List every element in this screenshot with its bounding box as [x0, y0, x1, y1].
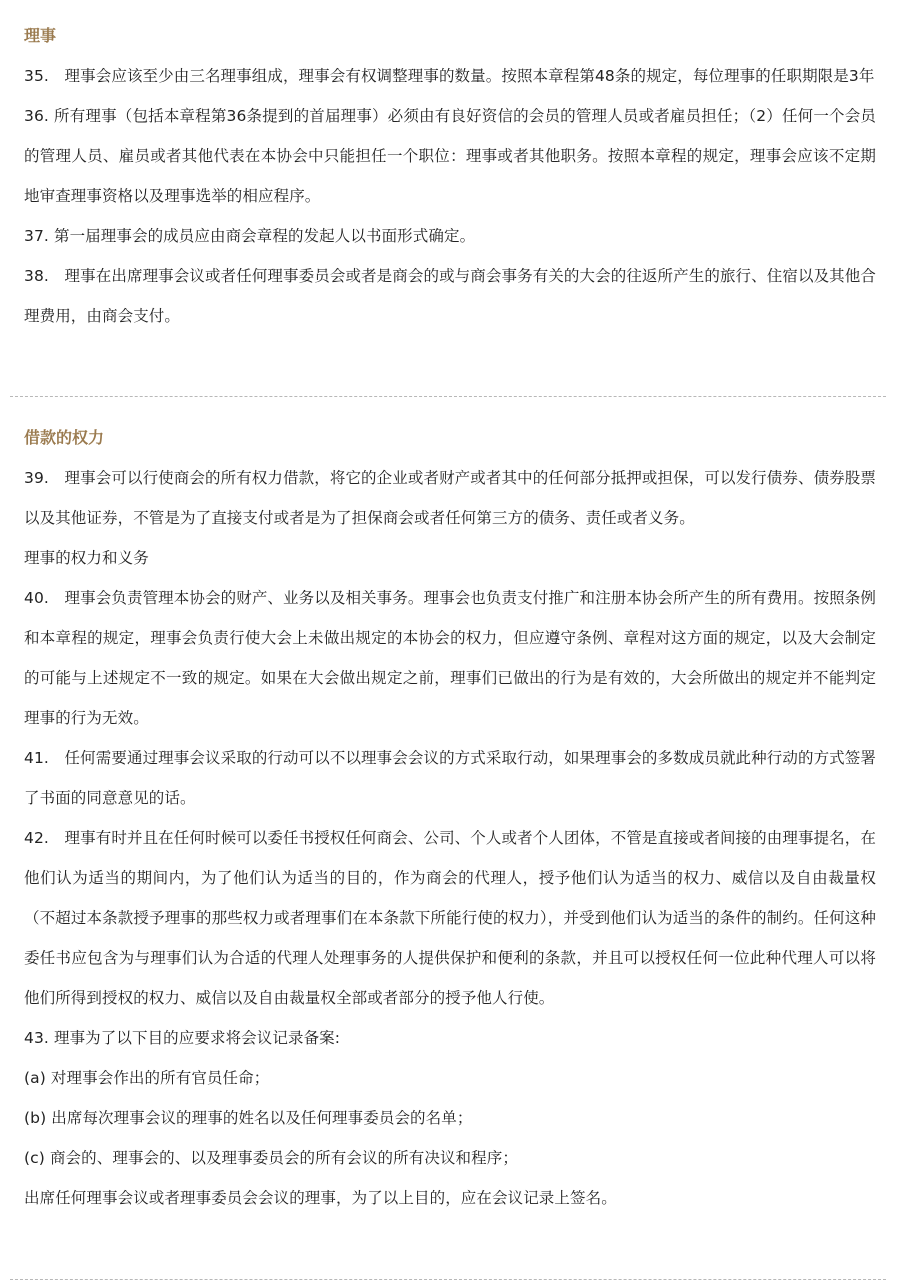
section-heading: 理事: [24, 26, 57, 45]
section-heading: 借款的权力: [24, 428, 105, 447]
clause-43: 43. 理事为了以下目的应要求将会议记录备案:: [24, 1029, 341, 1047]
clause-43-item-b: (b) 出席每次理事会议的理事的姓名以及任何理事委员会的名单；: [24, 1109, 473, 1127]
section-divider: [10, 1279, 886, 1280]
subheading-directors-powers: 理事的权力和义务: [24, 549, 149, 567]
clause-39: 39. 理事会可以行使商会的所有权力借款，将它的企业或者财产或者其中的任何部分抵押或担保，可以发行债券、债券股票以及其他证券，不管是为了直接支付或者是为了担保商会或者任何第三方的债务、责任或者义务。: [24, 469, 876, 527]
clause-37: 37. 第一届理事会的成员应由商会章程的发起人以书面形式确定。: [24, 227, 476, 245]
clause-38: 38. 理事在出席理事会议或者任何理事委员会或者是商会的或与商会事务有关的大会的往返所产生的旅行、住宿以及其他合理费用，由商会支付。: [24, 267, 876, 325]
clause-36: 36. 所有理事（包括本章程第36条提到的首届理事）必须由有良好资信的会员的管理人员或者雇员担任；（2）任何一个会员的管理人员、雇员或者其他代表在本协会中只能担任一个职位：理事或者其他职务。按照本章程的规定，理事会应该不定期地审查理事资格以及理事选举的相应程序。: [24, 107, 876, 205]
clause-42: 42. 理事有时并且在任何时候可以委任书授权任何商会、公司、个人或者个人团体，不管是直接或者间接的由理事提名，在他们认为适当的期间内，为了他们认为适当的目的，作为商会的代理人，授予他们认为适当的权力、威信以及自由裁量权（不超过本条款授予理事的那些权力或者理事们在本条款下所能行使的权力），并受到他们认为适当的条件的制约。任何这种委任书应包含为与理事们认为合适的代理人处理事务的人提供保护和便利的条款，并且可以授权任何一位此种代理人可以将他们所得到授权的权力、威信以及自由裁量权全部或者部分的授予他人行使。: [24, 829, 876, 1007]
clause-40: 40. 理事会负责管理本协会的财产、业务以及相关事务。理事会也负责支付推广和注册本协会所产生的所有费用。按照条例和本章程的规定，理事会负责行使大会上未做出规定的本协会的权力，但应遵守条例、章程对这方面的规定，以及大会制定的可能与上述规定不一致的规定。如果在大会做出规定之前，理事们已做出的行为是有效的，大会所做出的规定并不能判定理事的行为无效。: [24, 589, 876, 727]
clause-35: 35. 理事会应该至少由三名理事组成，理事会有权调整理事的数量。按照本章程第48条的规定，每位理事的任职期限是3年: [24, 67, 875, 85]
clause-43-item-c: (c) 商会的、理事会的、以及理事委员会的所有会议的所有决议和程序；: [24, 1149, 518, 1167]
section-divider: [10, 396, 886, 397]
clause-43-item-a: (a) 对理事会作出的所有官员任命；: [24, 1069, 270, 1087]
clause-43-signature-note: 出席任何理事会议或者理事委员会会议的理事，为了以上目的，应在会议记录上签名。: [24, 1189, 617, 1207]
section-directors: [0, 16, 900, 336]
section-borrowing-powers: [0, 418, 900, 1218]
clause-41: 41. 任何需要通过理事会议采取的行动可以不以理事会会议的方式采取行动，如果理事会的多数成员就此种行动的方式签署了书面的同意意见的话。: [24, 749, 876, 807]
